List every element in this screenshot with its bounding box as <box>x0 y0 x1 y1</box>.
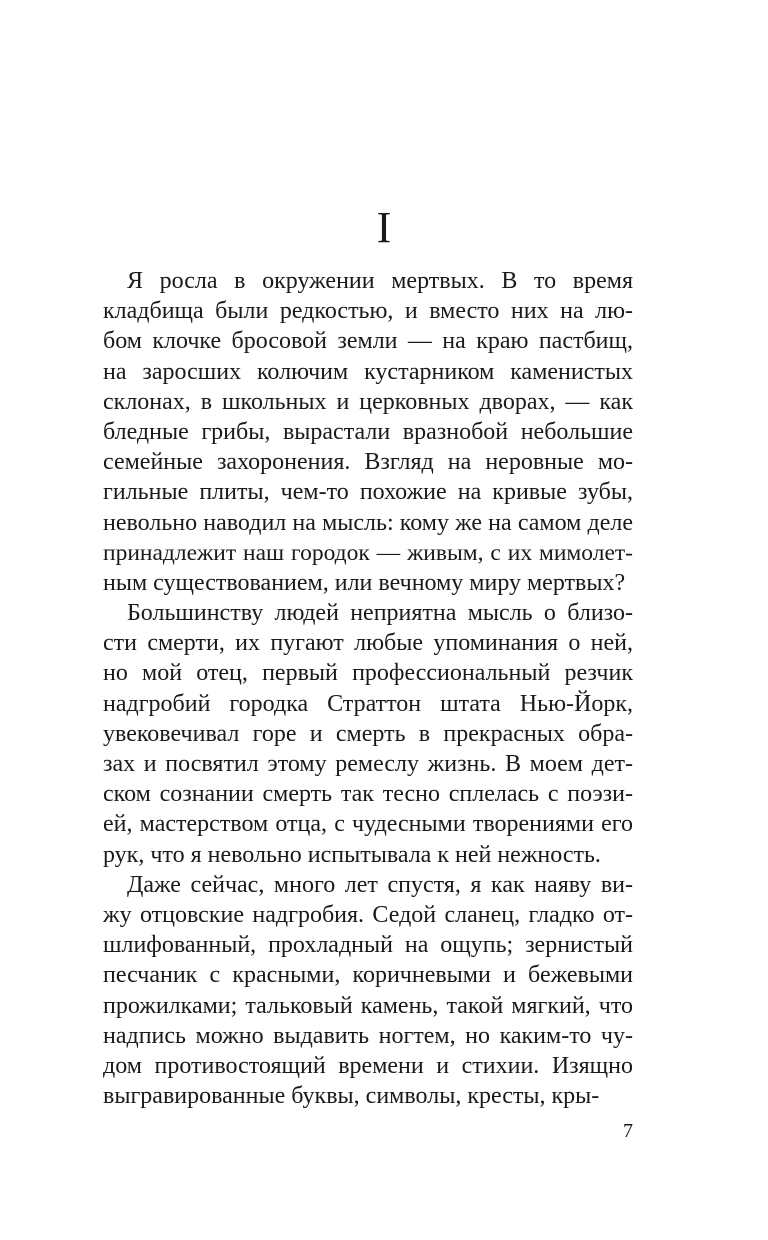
text-line: принадлежит наш городок — живым, с их мимолет- <box>103 539 633 566</box>
paragraph <box>103 870 633 1112</box>
paragraph <box>103 598 633 870</box>
text-line: Я росла в окружении мертвых. В то время <box>127 268 633 294</box>
text-line: бом клочке бросовой земли — на краю пастбищ, <box>103 328 633 355</box>
text-line: кладбища были редкостью, и вместо них на лю- <box>103 298 633 325</box>
text-line: дом противостоящий времени и стихии. Изящно <box>103 1052 633 1079</box>
text-line: Большинству людей неприятна мысль о близо- <box>127 600 633 627</box>
text-line: но мой отец, первый профессиональный резчик <box>103 660 633 687</box>
text-line: ным существованием, или вечному миру мертвых? <box>103 569 626 596</box>
text-line: надгробий городка Страттон штата Нью-Йорк, <box>103 690 633 717</box>
chapter-number: I <box>376 203 392 252</box>
text-line: гильные плиты, чем-то похожие на кривые зубы, <box>103 479 633 506</box>
text-line: зах и посвятил этому ремеслу жизнь. В моем дет- <box>103 751 633 777</box>
text-line: жу отцовские надгробия. Седой сланец, гладко от- <box>103 901 633 928</box>
text-line: на заросших колючим кустарником каменистых <box>103 358 633 385</box>
text-line: надпись можно выдавить ногтем, но каким-то чу- <box>103 1022 633 1049</box>
text-line: Даже сейчас, много лет спустя, я как наяву ви- <box>127 871 633 898</box>
text-line: семейные захоронения. Взгляд на неровные мо- <box>103 449 633 476</box>
text-line: бледные грибы, вырастали вразнобой небольшие <box>103 418 633 445</box>
text-line: ском сознании смерть так тесно сплелась с поэзи- <box>103 781 633 808</box>
text-line: увековечивал горе и смерть в прекрасных обра- <box>103 720 633 747</box>
text-line: ей, мастерством отца, с чудесными творениями его <box>103 811 633 838</box>
page-number: 7 <box>623 1120 633 1142</box>
text-line: шлифованный, прохладный на ощупь; зернистый <box>103 932 633 959</box>
text-line: песчаник с красными, коричневыми и бежевыми <box>103 962 633 989</box>
body-text <box>103 266 633 1111</box>
text-line: выгравированные буквы, символы, кресты, кры- <box>103 1083 600 1110</box>
text-line: рук, что я невольно испытывала к ней нежность. <box>103 841 601 868</box>
text-line: прожилками; тальковый камень, такой мягкий, что <box>103 992 633 1019</box>
paragraph <box>103 266 633 598</box>
text-line: сти смерти, их пугают любые упоминания о ней, <box>103 630 633 657</box>
text-line: склонах, в школьных и церковных дворах, — как <box>103 388 633 415</box>
text-line: невольно наводил на мысль: кому же на самом деле <box>103 509 633 536</box>
